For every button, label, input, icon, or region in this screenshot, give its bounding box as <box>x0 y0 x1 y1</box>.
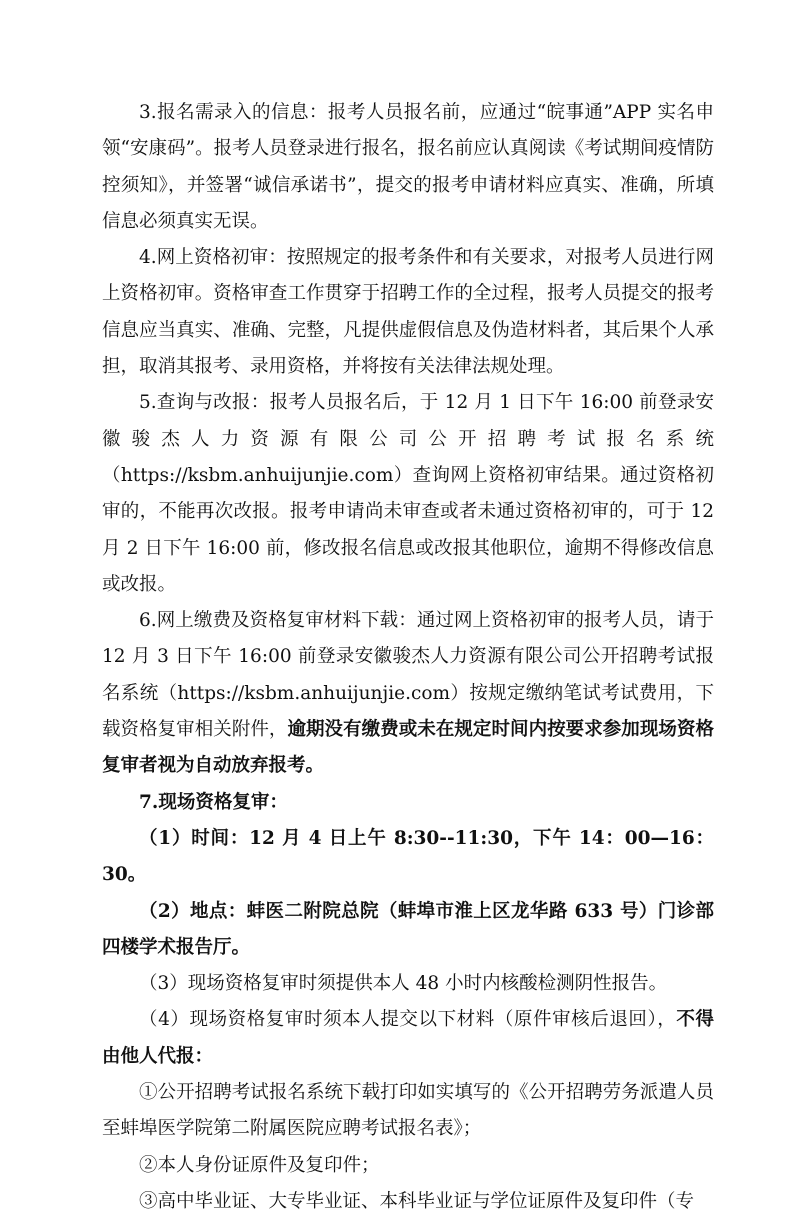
list-item-id-card <box>102 1148 714 1184</box>
section-heading-text: 7.现场资格复审： <box>139 791 288 813</box>
paragraph-text: （3）现场资格复审时须提供本人 48 小时内核酸检测阴性报告。 <box>139 973 668 995</box>
paragraph-review-time <box>102 821 714 894</box>
paragraph-query-and-change <box>102 385 714 603</box>
paragraph-review-location <box>102 894 714 967</box>
paragraph-online-payment <box>102 603 714 784</box>
paragraph-text: （2）地点：蚌医二附院总院（蚌埠市淮上区龙华路 633 号）门诊部四楼学术报告厅。 <box>102 900 714 958</box>
paragraph-text: 6.网上缴费及资格复审材料下载：通过网上资格初审的报考人员，请于 12 月 3 日下午 16:00 前登录安徽骏杰人力资源有限公司公开招聘考试报名系统（https://ksbm.anhuijunjie.com）按规定缴纳笔试考试费用，下载资格复审相关附件， <box>102 610 714 741</box>
list-item-text: ②本人身份证原件及复印件； <box>139 1154 380 1176</box>
paragraph-registration-info <box>102 95 714 240</box>
paragraph-text: （1）时间：12 月 4 日上午 8:30--11:30，下午 14：00—16：30。 <box>102 827 714 886</box>
section-heading-onsite-review <box>102 785 714 821</box>
paragraph-online-review <box>102 240 714 385</box>
list-item-registration-form <box>102 1075 714 1148</box>
paragraph-text: 5.查询与改报：报考人员报名后，于 12 月 1 日下午 16:00 前登录安徽骏杰人力资源有限公司公开招聘考试报名系统（https://ksbm.anhuijunjie.com）查询网上资格初审结果。通过资格初审的，不能再次改报。报考申请尚未审查或者未通过资格初审的，可于 12 月 2 日下午 16:00 前，修改报名信息或改报其他职位，逾期不得修改信息或改报。 <box>102 392 714 595</box>
paragraph-nucleic-acid-report <box>102 966 714 1002</box>
list-item-diplomas <box>102 1184 714 1220</box>
paragraph-emphasis: 不得由他人代报： <box>102 1009 714 1067</box>
document-body <box>102 95 714 1220</box>
paragraph-emphasis: 逾期没有缴费或未在规定时间内按要求参加现场资格复审者视为自动放弃报考。 <box>102 719 714 777</box>
paragraph-text: （4）现场资格复审时须本人提交以下材料（原件审核后退回）， <box>139 1009 677 1031</box>
paragraph-required-materials <box>102 1002 714 1075</box>
paragraph-text: 4.网上资格初审：按照规定的报考条件和有关要求，对报考人员进行网上资格初审。资格审查工作贯穿于招聘工作的全过程，报考人员提交的报考信息应当真实、准确、完整，凡提供虚假信息及伪造材料者，其后果个人承担，取消其报考、录用资格，并将按有关法律法规处理。 <box>102 247 714 378</box>
paragraph-text: 3.报名需录入的信息：报考人员报名前，应通过“皖事通”APP 实名申领“安康码”。报考人员登录进行报名，报名前应认真阅读《考试期间疫情防控须知》，并签署“诚信承诺书”，提交的报考申请材料应真实、准确，所填信息必须真实无误。 <box>102 102 714 232</box>
list-item-text: ③高中毕业证、大专毕业证、本科毕业证与学位证原件及复印件（专 <box>139 1190 695 1212</box>
list-item-text: ①公开招聘考试报名系统下载打印如实填写的《公开招聘劳务派遣人员至蚌埠医学院第二附属医院应聘考试报名表》； <box>102 1082 714 1140</box>
